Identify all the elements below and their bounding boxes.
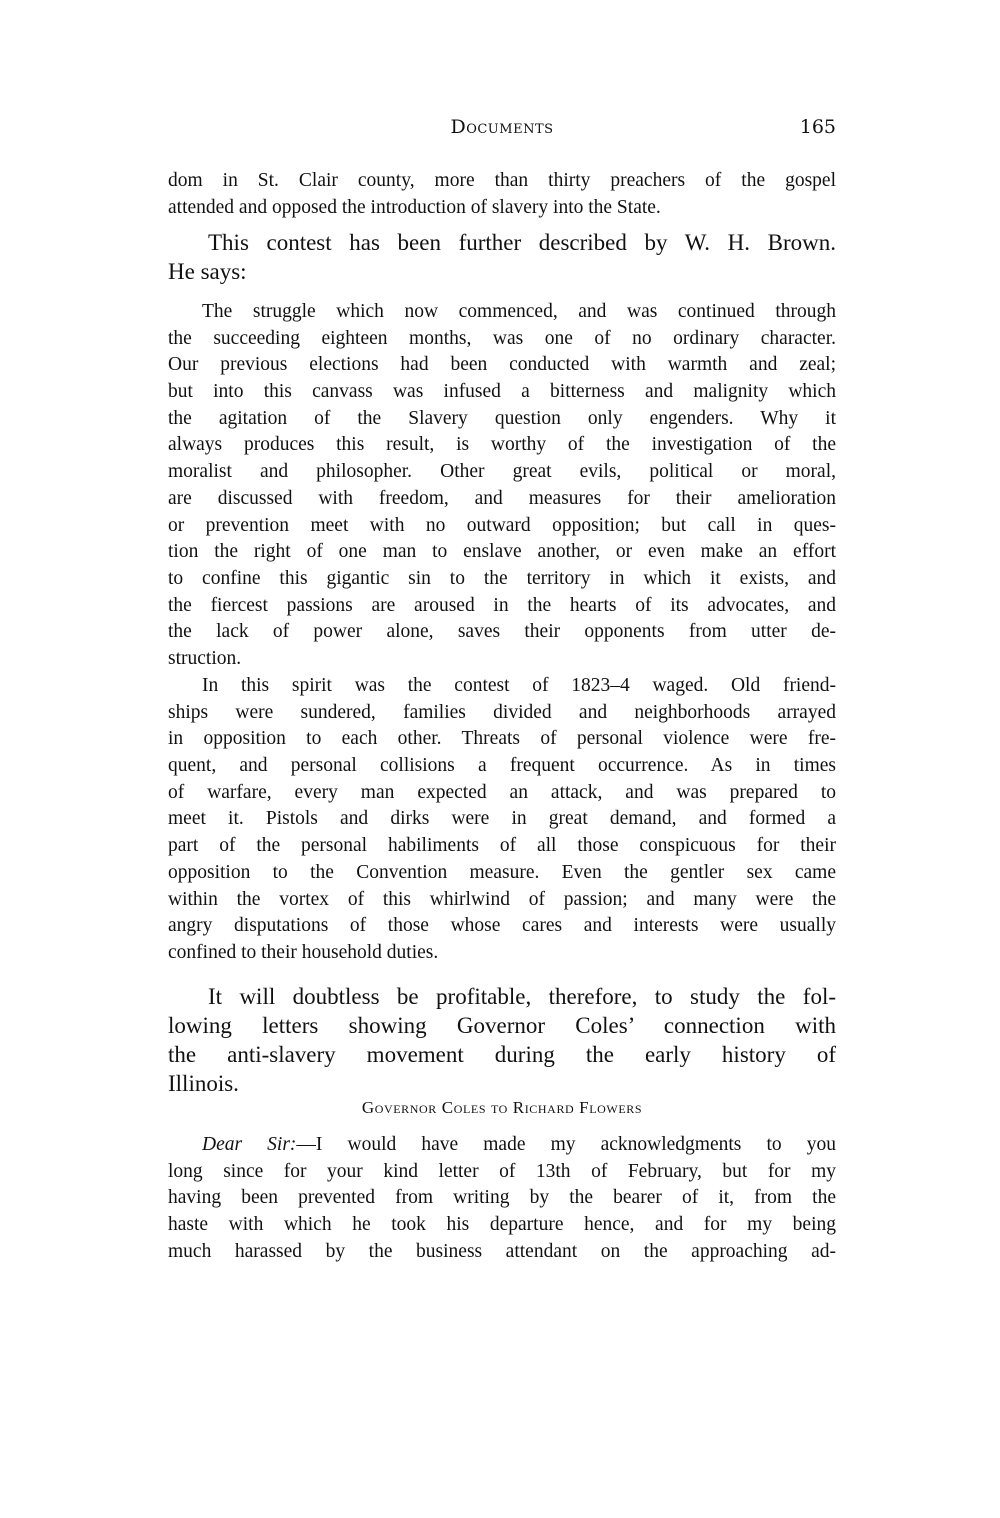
text-line: the succeeding eighteen months, was one of no ordinary character. <box>168 327 836 349</box>
text-line: tion the right of one man to enslave another, or even make an effort <box>168 541 836 563</box>
text-line: meet it. Pistols and dirks were in great demand, and formed a <box>168 808 836 830</box>
paragraph-letters-intro <box>168 982 836 1098</box>
text-line: part of the personal habiliments of all those conspicuous for their <box>168 835 836 857</box>
paragraph-intro-brown <box>168 228 836 286</box>
text-line: confined to their household duties. <box>168 941 439 963</box>
text-line: In this spirit was the contest of 1823–4 waged. Old friend- <box>202 675 836 696</box>
text-line: to confine this gigantic sin to the territory in which it exists, and <box>168 567 836 589</box>
letter-first-line: —I would have made my acknowledgments to you <box>296 1134 836 1155</box>
text-line: Illinois. <box>168 1071 239 1096</box>
text-line: dom in St. Clair county, more than thirty preachers of the gospel <box>168 170 836 191</box>
running-head <box>168 116 836 146</box>
paragraph-continuation <box>168 168 836 221</box>
text-line: or prevention meet with no outward opposition; but call in ques- <box>168 514 836 536</box>
text-line: quent, and personal collisions a frequent occurrence. As in times <box>168 755 836 777</box>
text-line: haste with which he took his departure hence, and for my being <box>168 1214 836 1236</box>
text-line: are discussed with freedom, and measures for their amelioration <box>168 487 836 509</box>
text-line: having been prevented from writing by the bearer of it, from the <box>168 1187 836 1209</box>
letter-salutation: Dear Sir: <box>202 1134 297 1155</box>
text-line: He says: <box>168 259 247 284</box>
text-line: ships were sundered, families divided and neighborhoods arrayed <box>168 701 836 723</box>
text-line: lowing letters showing Governor Coles’ connection with <box>168 1013 836 1038</box>
text-line: in opposition to each other. Threats of personal violence were fre- <box>168 728 836 750</box>
text-line: This contest has been further described by W. H. Brown. <box>208 230 836 255</box>
text-line: the agitation of the Slavery question only engenders. Why it <box>168 407 836 429</box>
text-line: Our previous elections had been conducted with warmth and zeal; <box>168 354 836 376</box>
text-line: always produces this result, is worthy of the investigation of the <box>168 434 836 456</box>
text-line: the fiercest passions are aroused in the hearts of its advocates, and <box>168 594 836 616</box>
text-line: of warfare, every man expected an attack, and was prepared to <box>168 781 836 803</box>
text-line: attended and opposed the introduction of slavery into the State. <box>168 196 661 218</box>
text-line: The struggle which now commenced, and was continued through <box>202 301 836 322</box>
letter-body <box>168 1132 836 1265</box>
text-line: moralist and philosopher. Other great evils, political or moral, <box>168 461 836 483</box>
block-quote-paragraph-2 <box>168 673 836 967</box>
block-quote-paragraph-1 <box>168 299 836 673</box>
text-line: opposition to the Convention measure. Even the gentler sex came <box>168 861 836 883</box>
letter-heading: Governor Coles to Richard Flowers <box>361 1098 643 1117</box>
running-title: Documents <box>450 116 554 138</box>
text-line: It will doubtless be profitable, therefore, to study the fol- <box>208 984 836 1009</box>
text-line: but into this canvass was infused a bitterness and malignity which <box>168 381 836 403</box>
text-line <box>168 1132 836 1159</box>
text-line: the anti-slavery movement during the early history of <box>168 1042 836 1067</box>
text-line: struction. <box>168 647 242 669</box>
text-line: within the vortex of this whirlwind of passion; and many were the <box>168 888 836 910</box>
text-line: angry disputations of those whose cares and interests were usually <box>168 915 836 937</box>
text-line: long since for your kind letter of 13th of February, but for my <box>168 1160 836 1182</box>
text-line: much harassed by the business attendant on the approaching ad- <box>168 1240 836 1262</box>
text-line: the lack of power alone, saves their opponents from utter de- <box>168 621 836 643</box>
page-number: 165 <box>799 116 836 138</box>
